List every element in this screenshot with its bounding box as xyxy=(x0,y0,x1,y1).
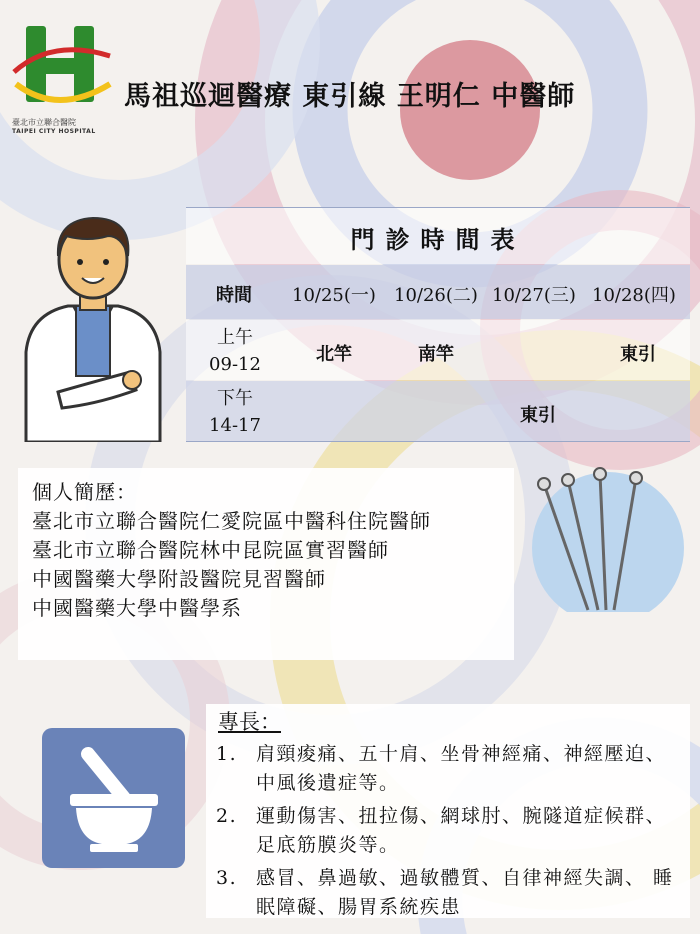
hospital-logo xyxy=(12,20,112,138)
afternoon-entry: 東引 xyxy=(520,405,556,426)
bio-panel xyxy=(18,468,514,660)
schedule-afternoon-row xyxy=(186,381,690,442)
schedule-title: 門診時間表 xyxy=(350,225,526,254)
date-cell: 10/28(四) xyxy=(592,285,676,306)
specialties-list xyxy=(216,740,676,926)
specialty-number: 1. xyxy=(216,743,238,765)
date-cell: 10/26(二) xyxy=(394,285,478,306)
schedule-header-row xyxy=(186,265,690,319)
bio-item: 中國醫藥大學中醫學系 xyxy=(32,596,242,620)
bio-heading: 個人簡歷： xyxy=(32,480,137,504)
logo-org-en: TAIPEI CITY HOSPITAL xyxy=(12,128,96,135)
date-cell: 10/25(一) xyxy=(292,285,376,306)
mortar-pestle-icon xyxy=(42,728,185,868)
specialty-text: 肩頸痠痛、五十肩、坐骨神經痛、神經壓迫、中風後遺症等。 xyxy=(256,743,667,794)
morning-entry: 北竿 xyxy=(316,344,352,365)
doctor-illustration xyxy=(18,202,168,442)
specialty-item xyxy=(216,740,676,798)
acupuncture-needles-icon xyxy=(516,464,688,612)
specialties-heading: 專長： xyxy=(218,710,281,734)
logo-org-zh: 臺北市立聯合醫院 xyxy=(12,118,76,127)
specialty-text: 運動傷害、扭拉傷、網球肘、腕隧道症候群、足底筋膜炎等。 xyxy=(256,805,667,856)
morning-entry: 南竿 xyxy=(418,344,454,365)
specialty-item xyxy=(216,802,676,860)
morning-label: 上午 xyxy=(217,327,253,348)
afternoon-label: 下午 xyxy=(217,388,253,409)
page-title: 馬祖巡迴醫療 東引線 王明仁 中醫師 xyxy=(124,81,576,112)
h-logo-icon xyxy=(12,20,112,116)
bio-item: 臺北市立聯合醫院林中昆院區實習醫師 xyxy=(32,538,389,562)
specialties-panel xyxy=(206,704,690,918)
morning-entry: 東引 xyxy=(620,344,656,365)
specialty-text: 感冒、鼻過敏、過敏體質、自律神經失調、 睡眠障礙、腸胃系統疾患 xyxy=(256,867,674,918)
bio-item: 中國醫藥大學附設醫院見習醫師 xyxy=(32,567,326,591)
schedule-morning-row xyxy=(186,320,690,380)
morning-hours: 09-12 xyxy=(209,354,261,375)
specialty-item xyxy=(216,864,676,922)
specialty-number: 2. xyxy=(216,805,238,827)
afternoon-hours: 14-17 xyxy=(209,415,261,436)
schedule-title-bar xyxy=(186,207,690,264)
date-cell: 10/27(三) xyxy=(492,285,576,306)
bio-item: 臺北市立聯合醫院仁愛院區中醫科住院醫師 xyxy=(32,509,431,533)
time-header: 時間 xyxy=(216,285,252,306)
specialty-number: 3. xyxy=(216,867,238,889)
